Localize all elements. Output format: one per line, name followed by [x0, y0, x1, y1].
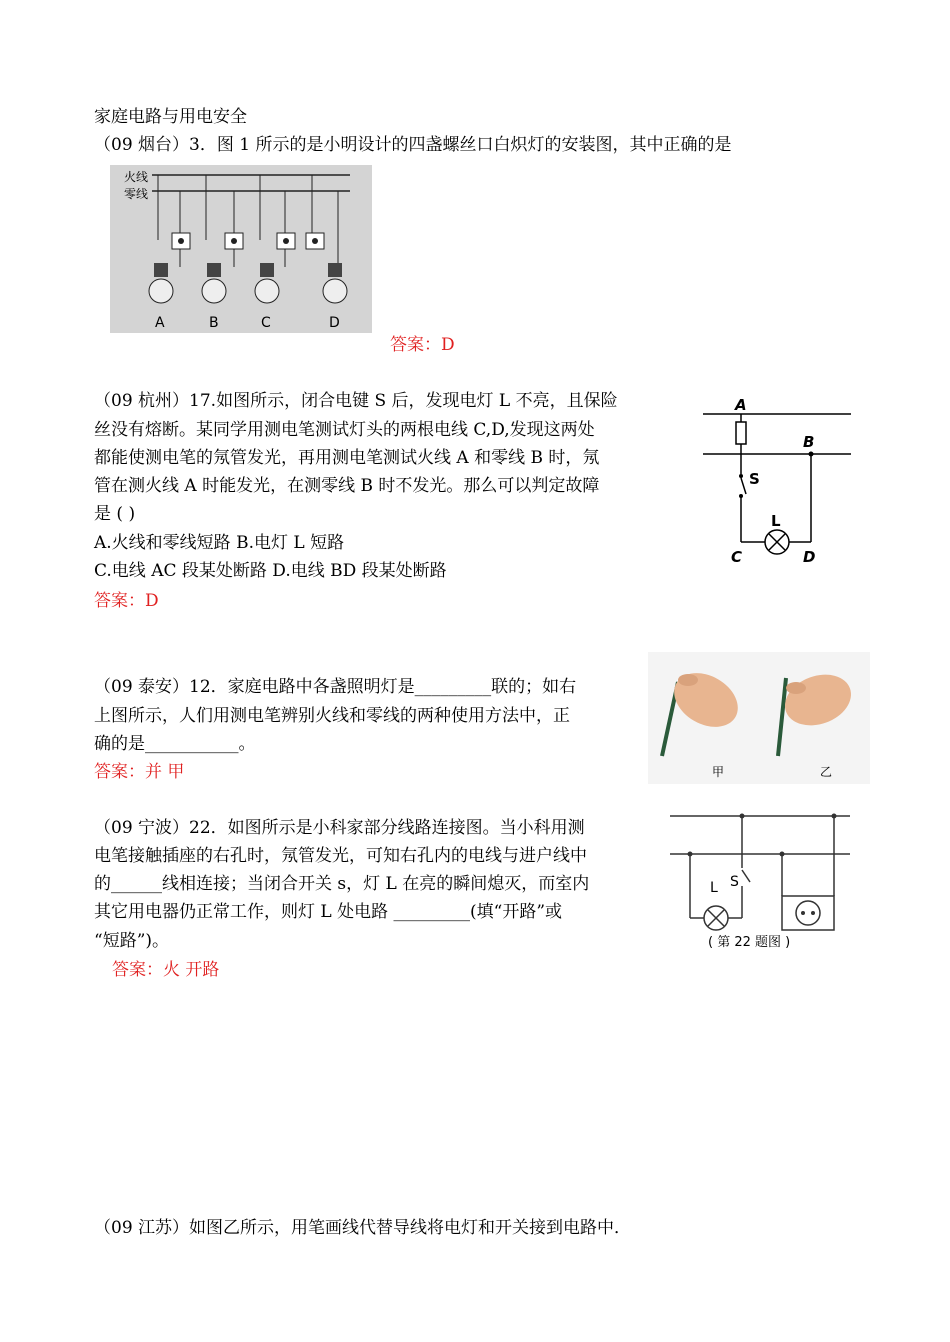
q4-line-1: （09 宁波）22．如图所示是小科家部分线路连接图。当小科用测 [94, 818, 585, 838]
q4-answer: 答案：火 开路 [112, 960, 220, 980]
q2-line-5: 是 ( ) [94, 504, 136, 524]
q4-line-3: 的______线相连接；当闭合开关 s，灯 L 在亮的瞬间熄灭，而室内 [94, 874, 590, 894]
lamp-l-label: L [710, 880, 718, 896]
neutral-wire-label: 零线 [124, 187, 149, 201]
q3-answer: 答案：并 甲 [94, 762, 185, 782]
live-wire-label: 火线 [124, 170, 149, 184]
point-d-label: D [803, 548, 816, 566]
q4-line-4: 其它用电器仍正常工作，则灯 L 处电路 _________(填“开路”或 [94, 902, 563, 922]
q3-line-1: （09 泰安）12．家庭电路中各盏照明灯是_________联的；如右 [94, 677, 577, 697]
q1-answer: 答案：D [390, 335, 455, 355]
label-a: A [155, 315, 165, 331]
q4-line-2: 电笔接触插座的右孔时，氖管发光，可知右孔内的电线与进户线中 [94, 846, 587, 866]
q2-option-1: A.火线和零线短路 B.电灯 L 短路 [94, 533, 345, 553]
lamp-a [149, 175, 190, 303]
lamp-l-label: L [771, 512, 781, 530]
figure-caption: ( 第 22 题图 ) [708, 935, 791, 950]
q3-line-3: 确的是___________。 [94, 734, 256, 754]
lamp-c [255, 175, 295, 303]
q1-text: （09 烟台）3．图 1 所示的是小明设计的四盏螺丝口白炽灯的安装图，其中正确的是 [94, 135, 732, 155]
q2-line-4: 管在测火线 A 时能发光，在测零线 B 时不发光。那么可以判定故障 [94, 476, 600, 496]
fuse-circuit-figure [703, 398, 855, 570]
test-pen-photo [648, 652, 870, 784]
switch-s-label: S [730, 874, 739, 890]
q2-line-1: （09 杭州）17.如图所示，闭合电键 S 后，发现电灯 L 不亮，且保险 [94, 391, 618, 411]
point-b-label: B [803, 433, 815, 451]
q4-line-5: “短路”)。 [94, 931, 170, 951]
point-a-label: A [735, 398, 747, 414]
jia-label: 甲 [712, 765, 725, 779]
lamp-installation-figure [110, 165, 372, 333]
q3-line-2: 上图所示，人们用测电笔辨别火线和零线的两种使用方法中，正 [94, 706, 570, 726]
wiring-figure [670, 808, 852, 952]
lamp-d [306, 175, 347, 303]
q2-answer: 答案：D [94, 591, 159, 611]
q5-text: （09 江苏）如图乙所示，用笔画线代替导线将电灯和开关接到电路中． [94, 1218, 632, 1238]
lamp-b [202, 175, 243, 303]
switch-s-label: S [749, 470, 760, 488]
label-d: D [329, 315, 340, 331]
q2-line-2: 丝没有熔断。某同学用测电笔测试灯头的两根电线 C,D,发现这两处 [94, 420, 595, 440]
label-c: C [261, 315, 271, 331]
label-b: B [209, 315, 219, 331]
q2-line-3: 都能使测电笔的氖管发光，再用测电笔测试火线 A 和零线 B 时，氖 [94, 448, 600, 468]
point-c-label: C [731, 548, 743, 566]
q2-option-2: C.电线 AC 段某处断路 D.电线 BD 段某处断路 [94, 561, 447, 581]
page-title: 家庭电路与用电安全 [94, 107, 247, 127]
yi-label: 乙 [820, 765, 833, 779]
